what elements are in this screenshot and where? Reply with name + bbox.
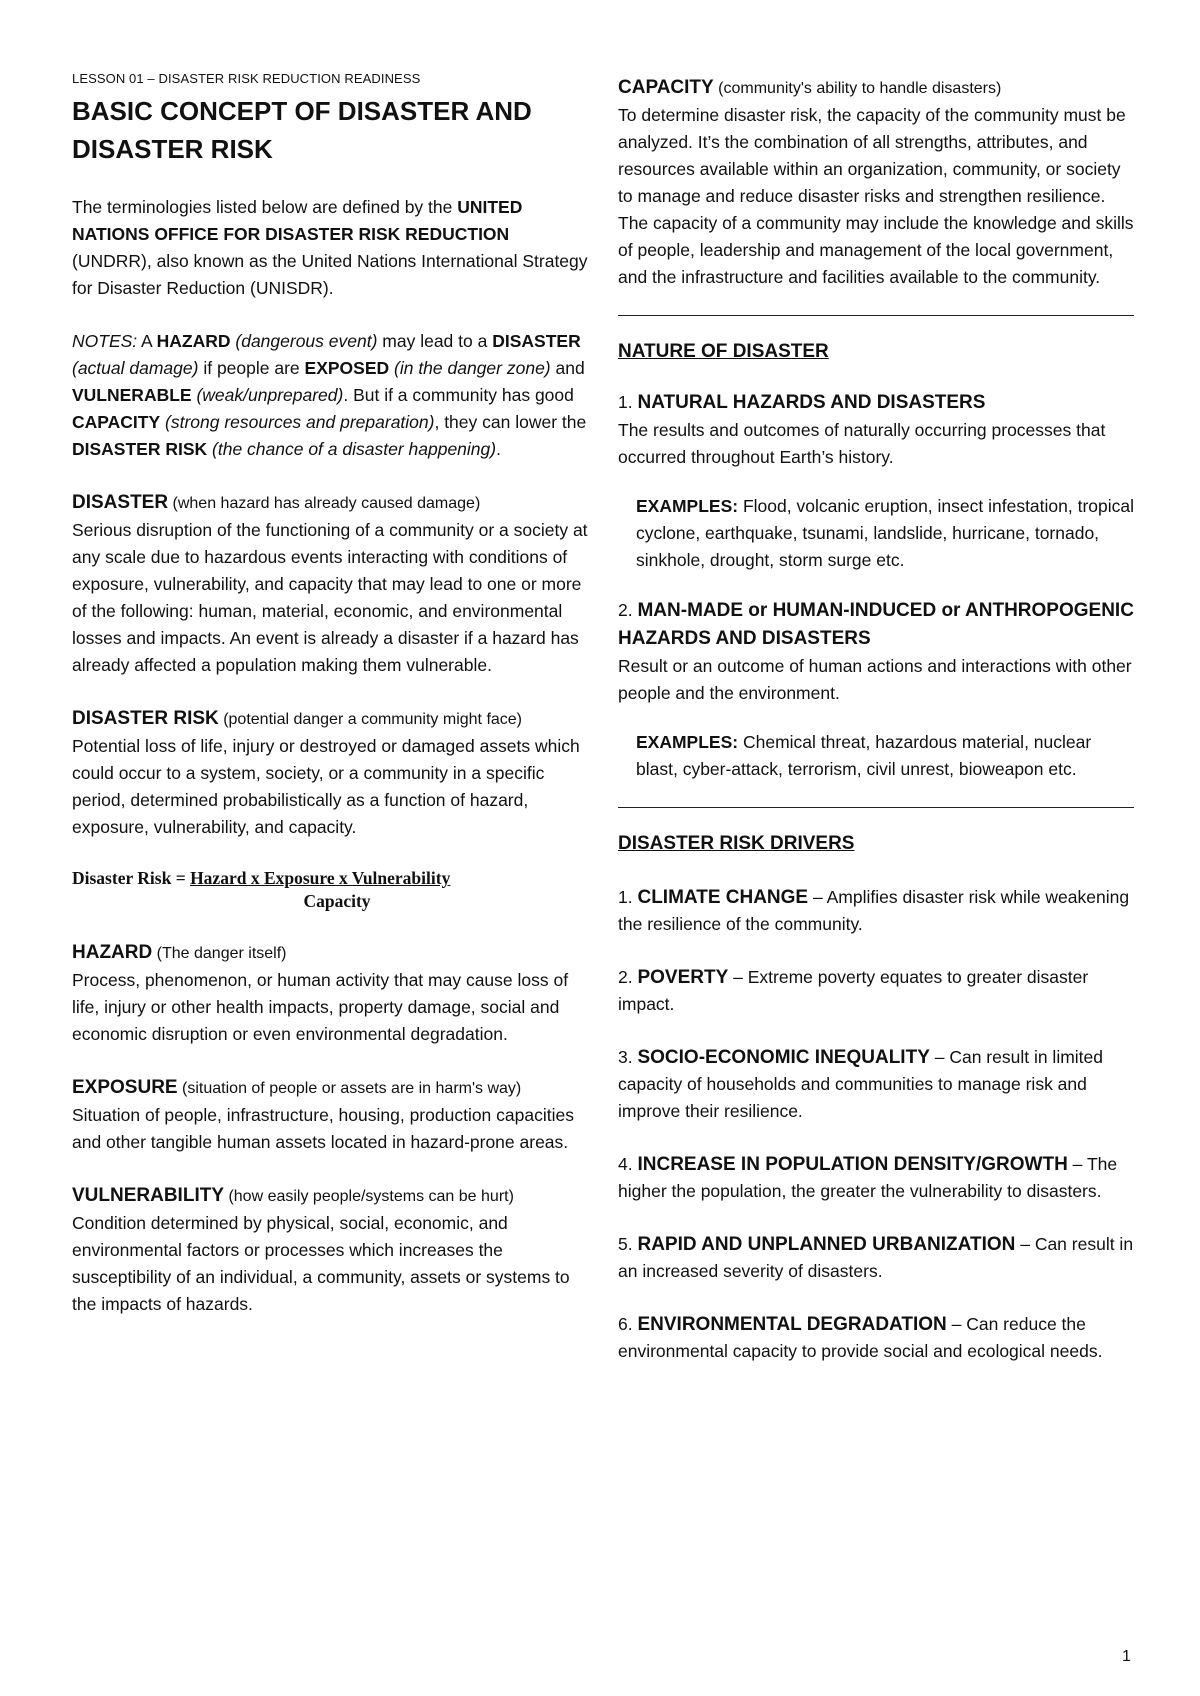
item-description: The results and outcomes of naturally occurring processes that occurred throughout Earth’s history. [618,420,1106,467]
item-title: NATURAL HAZARDS AND DISASTERS [637,392,986,413]
lesson-label: LESSON 01 – DISASTER RISK REDUCTION READINESS [72,71,421,86]
term-hazard: HAZARD (The danger itself) Process, phenomenon, or human activity that may cause loss of life, injury or other health impacts, property damage, social and economic disruption or even environmental degradation. [72,939,592,1048]
nature-section-title: NATURE OF DISASTER [618,341,829,362]
driver-item: 1. CLIMATE CHANGE – Amplifies disaster risk while weakening the resilience of the community. [618,887,1130,934]
term-definition: Process, phenomenon, or human activity that may cause loss of life, injury or other health impacts, property damage, social and economic disruption or even environmental degradation. [72,970,569,1044]
item-description: Result or an outcome of human actions and interactions with other people and the environment. [618,656,1132,703]
driver-item: 3. SOCIO-ECONOMIC INEQUALITY – Can result in limited capacity of households and communities to manage risk and improve their resilience. [618,1047,1104,1121]
term-title: EXPOSURE [72,1077,178,1098]
disaster-risk-formula: Disaster Risk = Hazard x Exposure x Vulnerability Capacity [72,867,592,913]
item-title: MAN-MADE or HUMAN-INDUCED or ANTHROPOGENIC HAZARDS AND DISASTERS [618,600,1134,649]
nature-item-natural: 1. NATURAL HAZARDS AND DISASTERS The results and outcomes of naturally occurring processes that occurred throughout Earth’s history. EXAMPLES: Flood, volcanic eruption, insect infestation, tropical cyclone, earthquake, tsunami, landslide, hurricane, tornado, sinkhole, drought, storm surge etc. [618,388,1134,574]
term-disaster: DISASTER (when hazard has already caused damage) Serious disruption of the functioning of a community or a society at any scale due to hazardous events interacting with conditions of exposure, vulnerability, and capacity that may lead to one or more of the following: human, material, economic, and environmental losses and impacts. An event is already a disaster if a hazard has already affected a population making them vulnerable. [72,489,592,679]
term-title: HAZARD [72,942,153,963]
undrr-name: UNITED NATIONS OFFICE FOR DISASTER RISK REDUCTION [72,197,523,244]
term-title: DISASTER RISK [72,708,219,729]
nature-item-man-made: 2. MAN-MADE or HUMAN-INDUCED or ANTHROPOGENIC HAZARDS AND DISASTERS Result or an outcome of human actions and interactions with other people and the environment. EXAMPLES: Chemical threat, hazardous material, nuclear blast, cyber-attack, terrorism, civil unrest, bioweapon etc. [618,596,1134,783]
term-definition: To determine disaster risk, the capacity of the community must be analyzed. It’s the combination of all strengths, attributes, and resources available within an organization, community, or society to manage and reduce disaster risks and strengthen resilience. The capacity of a community may include the knowledge and skills of people, leadership and management of the local government, and the infrastructure and facilities available to the community. [618,105,1134,287]
left-column [72,70,592,1318]
page-number: 1 [1122,1648,1131,1665]
intro-paragraph: The terminologies listed below are defined by the UNITED NATIONS OFFICE FOR DISASTER RISK REDUCTION (UNDRR), also known as the United Nations International Strategy for Disaster Reduction (UNISDR). [72,197,588,298]
formula-denominator: Capacity [303,891,371,911]
term-definition: Situation of people, infrastructure, housing, production capacities and other tangible human assets located in hazard-prone areas. [72,1105,574,1152]
term-title: CAPACITY [618,77,714,98]
term-definition: Serious disruption of the functioning of a community or a society at any scale due to hazardous events interacting with conditions of exposure, vulnerability, and capacity that may lead to one or more of the following: human, material, economic, and environmental losses and impacts. An event is already a disaster if a hazard has already affected a population making them vulnerable. [72,520,588,675]
page-title: BASIC CONCEPT OF DISASTER AND DISASTER RISK [72,96,532,164]
term-title: VULNERABILITY [72,1185,224,1206]
examples-natural: EXAMPLES: Flood, volcanic eruption, insect infestation, tropical cyclone, earthquake, tsunami, landslide, hurricane, tornado, sinkhole, drought, storm surge etc. [636,496,1135,570]
term-definition: Condition determined by physical, social, economic, and environmental factors or processes which increases the susceptibility of an individual, a community, assets or systems to the impacts of hazards. [72,1213,570,1314]
formula-numerator: Hazard x Exposure x Vulnerability [190,868,451,888]
driver-item: 5. RAPID AND UNPLANNED URBANIZATION – Can result in an increased severity of disasters. [618,1234,1134,1281]
driver-item: 2. POVERTY – Extreme poverty equates to greater disaster impact. [618,967,1089,1014]
examples-man-made: EXAMPLES: Chemical threat, hazardous material, nuclear blast, cyber-attack, terrorism, civil unrest, bioweapon etc. [636,732,1092,779]
right-column [618,74,1134,1365]
term-vulnerability: VULNERABILITY (how easily people/systems can be hurt) Condition determined by physical, social, economic, and environmental factors or processes which increases the susceptibility of an individual, a community, assets or systems to the impacts of hazards. [72,1182,592,1318]
term-capacity: CAPACITY (community's ability to handle disasters) To determine disaster risk, the capacity of the community must be analyzed. It’s the combination of all strengths, attributes, and resources available within an organization, community, or society to manage and reduce disaster risks and strengthen resilience. The capacity of a community may include the knowledge and skills of people, leadership and management of the local government, and the infrastructure and facilities available to the community. [618,74,1134,291]
term-title: DISASTER [72,492,169,513]
term-disaster-risk: DISASTER RISK (potential danger a community might face) Potential loss of life, injury or destroyed or damaged assets which could occur to a system, society, or a community in a specific period, determined probabilistically as a function of hazard, exposure, vulnerability, and capacity. [72,705,592,841]
term-exposure: EXPOSURE (situation of people or assets are in harm's way) Situation of people, infrastructure, housing, production capacities and other tangible human assets located in hazard-prone areas. [72,1074,592,1156]
notes-paragraph: NOTES: A HAZARD (dangerous event) may lead to a DISASTER (actual damage) if people are EXPOSED (in the danger zone) and VULNERABLE (weak/unprepared). But if a community has good CAPACITY (strong resources and preparation), they can lower the DISASTER RISK (the chance of a disaster happening). [72,331,587,459]
drivers-section-title: DISASTER RISK DRIVERS [618,833,855,854]
driver-item: 6. ENVIRONMENTAL DEGRADATION – Can reduce the environmental capacity to provide social and ecological needs. [618,1314,1103,1361]
term-definition: Potential loss of life, injury or destroyed or damaged assets which could occur to a system, society, or a community in a specific period, determined probabilistically as a function of hazard, exposure, vulnerability, and capacity. [72,736,580,837]
driver-item: 4. INCREASE IN POPULATION DENSITY/GROWTH – The higher the population, the greater the vulnerability to disasters. [618,1154,1118,1201]
